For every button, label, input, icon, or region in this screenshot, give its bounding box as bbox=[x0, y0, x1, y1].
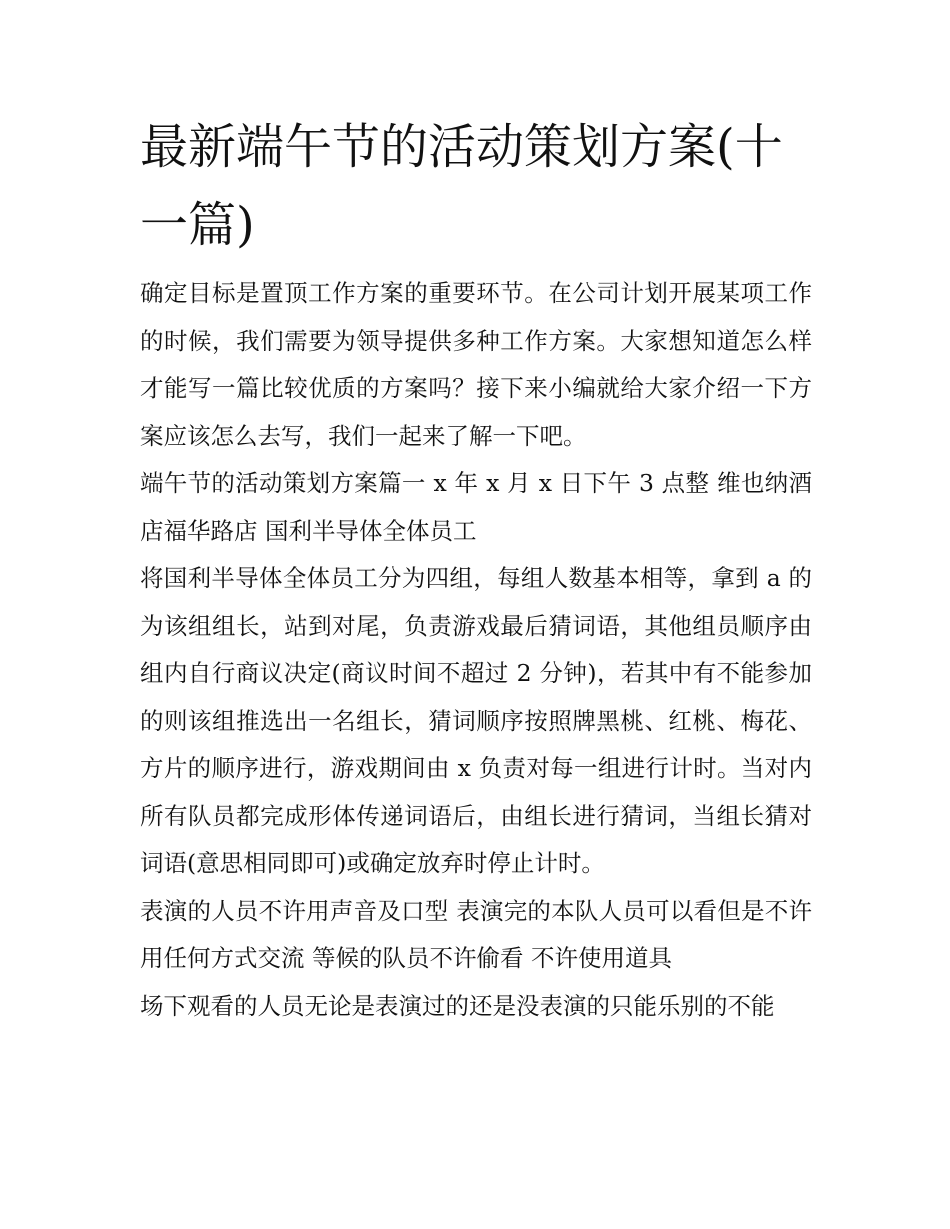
paragraph-plan-one: 端午节的活动策划方案篇一 x 年 x 月 x 日下午 3 点整 维也纳酒店福华路店 国利半导体全体员工 bbox=[140, 469, 812, 545]
document-page bbox=[140, 108, 812, 1030]
paragraph-game-rules: 将国利半导体全体员工分为四组，每组人数基本相等，拿到 a 的为该组组长，站到对尾，负责游戏最后猜词语，其他组员顺序由组内自行商议决定(商议时间不超过 2 分钟)，若其中有不能参加的则该组推选出一名组长，猜词顺序按照牌黑桃、红桃、梅花、方片的顺序进行，游戏期间由 x 负责对每一组进行计时。当对内所有队员都完成形体传递词语后，由组长进行猜词，当组长猜对词语(意思相同即可)或确定放弃时停止计时。 bbox=[140, 564, 812, 877]
paragraph-intro: 确定目标是置顶工作方案的重要环节。在公司计划开展某项工作的时候，我们需要为领导提供多种工作方案。大家想知道怎么样才能写一篇比较优质的方案吗？接下来小编就给大家介绍一下方案应该怎么去写，我们一起来了解一下吧。 bbox=[140, 279, 812, 450]
paragraph-performer-rules: 表演的人员不许用声音及口型 表演完的本队人员可以看但是不许用任何方式交流 等候的队员不许偷看 不许使用道具 bbox=[140, 896, 812, 972]
paragraph-audience-rules: 场下观看的人员无论是表演过的还是没表演的只能乐别的不能 bbox=[140, 991, 775, 1020]
document-title: 最新端午节的活动策划方案(十一篇) bbox=[140, 119, 783, 253]
